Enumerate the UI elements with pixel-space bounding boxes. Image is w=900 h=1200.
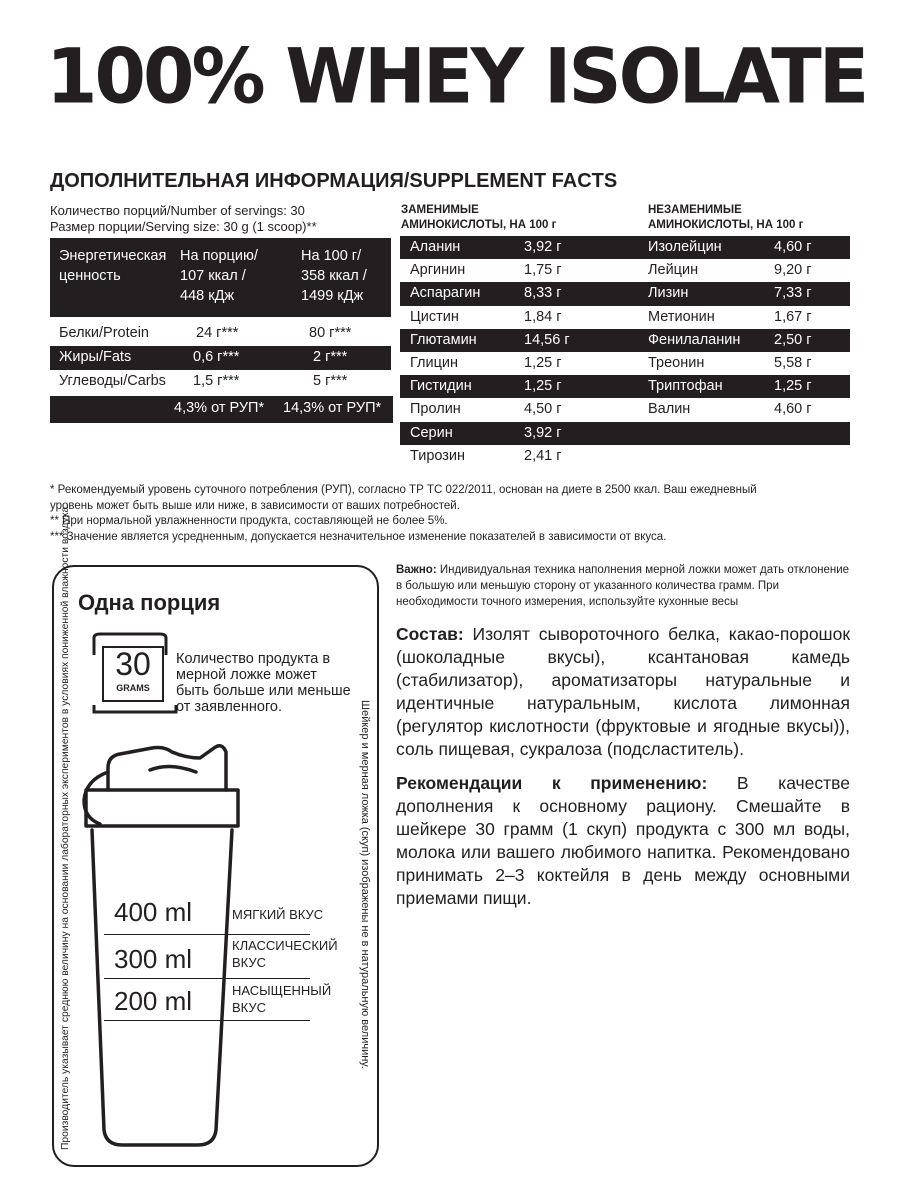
- amino-value: 4,60 г: [774, 401, 812, 418]
- amino-value: 8,33 г: [524, 285, 562, 302]
- per-100-head-3: 1499 кДж: [301, 288, 364, 304]
- heading-line: ЗАМЕНИМЫЕ: [401, 204, 479, 216]
- amino-name: Аланин: [410, 239, 461, 255]
- amino-value: 2,41 г: [524, 447, 562, 464]
- per-100-head-2: 358 ккал /: [301, 268, 367, 284]
- row-name: Жиры/Fats: [59, 349, 132, 365]
- amino-name: Метионин: [648, 308, 715, 325]
- row-name: Углеводы/Carbs: [59, 373, 166, 389]
- serving-size: Размер порции/Serving size: 30 g (1 scoop)**: [50, 219, 317, 234]
- product-title: 100% WHEY ISOLATE: [46, 33, 867, 121]
- footnote-rup: * Рекомендуемый уровень суточного потребления (РУП), согласно ТР ТС 022/2011, основан на диете в 2500 ккал. Ваш ежедневный: [50, 484, 757, 496]
- row-per-serving: 24 г***: [196, 325, 239, 341]
- per-100-head-1: На 100 г/: [301, 248, 362, 264]
- scoop-grams-unit: GRAMS: [116, 683, 150, 693]
- per-serving-head-2: 107 ккал /: [180, 268, 246, 284]
- important-note: [396, 562, 850, 610]
- amino-value: 1,25 г: [774, 378, 812, 395]
- level-line-400: [104, 934, 310, 935]
- serving-card-title: Одна порция: [78, 590, 221, 615]
- supplement-facts-heading: ДОПОЛНИТЕЛЬНАЯ ИНФОРМАЦИЯ/SUPPLEMENT FACTS: [50, 170, 618, 192]
- level-line-300: [104, 978, 310, 979]
- amino-name: Лизин: [648, 285, 689, 302]
- usage-text: В качестве дополнения к основному рациону. Смешайте в шейкере 30 грамм (1 скуп) продукта с 300 мл воды, молока или вашего любимого напитка. Рекомендовано принимать 2–3 коктейля в день между основными приемами пищи.: [396, 773, 850, 908]
- composition-label: Состав:: [396, 624, 464, 644]
- level-300-ml: 300 ml: [114, 944, 193, 974]
- amino-value: 1,75 г: [524, 262, 562, 279]
- amino-value: 3,92 г: [524, 239, 562, 255]
- amino-name: Изолейцин: [648, 239, 722, 255]
- amino-value: 1,84 г: [524, 308, 562, 325]
- amino-name: Лейцин: [648, 262, 699, 279]
- taste-mild: МЯГКИЙ ВКУС: [232, 907, 324, 922]
- level-line-200: [104, 1020, 310, 1021]
- level-400-ml: 400 ml: [114, 897, 193, 927]
- row-per-100: 2 г***: [313, 349, 348, 365]
- amino-name: Глицин: [410, 354, 459, 371]
- scoop-note: Количество продукта в мерной ложке может быть больше или меньше от заявленного.: [176, 651, 351, 715]
- per-serving-head-1: На порцию/: [180, 248, 258, 264]
- amino-name: Валин: [648, 401, 691, 418]
- footnote-humidity: ** При нормальной увлажненности продукта, составляющей не более 5%.: [50, 515, 448, 527]
- amino-name: Треонин: [648, 354, 705, 371]
- amino-value: 3,92 г: [524, 424, 562, 441]
- servings-count: Количество порций/Number of servings: 30: [50, 203, 305, 218]
- amino-value: 1,25 г: [524, 378, 562, 395]
- amino-name: Гистидин: [410, 378, 472, 395]
- amino-value: 14,56 г: [524, 331, 570, 348]
- vertical-note-right: Шейкер и мерная ложка (скуп) изображены не в натуральную величину.: [359, 700, 371, 1069]
- usage-section: [396, 772, 850, 910]
- footer-per-serving: 4,3% от РУП*: [174, 400, 265, 416]
- important-label: Важно:: [396, 564, 437, 576]
- composition-section: [396, 623, 850, 761]
- composition-text: Изолят сывороточного белка, какао-порошок (шоколадные вкусы), ксантановая камедь (стабилизатор), ароматизаторы натуральные и идентичные натуральным, кислота лимонная (регулятор кислотности (фруктовые и ягодные вкусы)), соль пищевая, сукралоза (подсластитель).: [396, 624, 850, 759]
- scoop-grams-number: 30: [115, 646, 151, 682]
- row-name: Белки/Protein: [59, 325, 149, 341]
- amino-value: 2,50 г: [774, 331, 812, 348]
- amino-value: 1,25 г: [524, 354, 562, 371]
- important-text: Индивидуальная техника наполнения мерной ложки может дать отклонение в большую или меньшую сторону от указанного количества грамм. При необходимости точного измерения, используйте кухонные весы: [396, 564, 850, 608]
- amino-name: Тирозин: [410, 447, 466, 464]
- amino-name: Аспарагин: [410, 285, 481, 302]
- amino-value: 4,50 г: [524, 401, 562, 418]
- row-per-serving: 1,5 г***: [193, 373, 240, 389]
- amino-value: 4,60 г: [774, 239, 812, 255]
- amino-name: Триптофан: [648, 378, 723, 395]
- amino-value: 5,58 г: [774, 354, 812, 371]
- amino-name: Пролин: [410, 401, 461, 418]
- footnote-rup-cont: уровень может быть выше или ниже, в зависимости от ваших потребностей.: [50, 499, 460, 512]
- amino-name: Серин: [410, 424, 453, 441]
- heading-line: НЕЗАМЕНИМЫЕ: [648, 204, 742, 216]
- row-per-100: 5 г***: [313, 373, 348, 389]
- amino-value: 7,33 г: [774, 285, 812, 302]
- level-200-ml: 200 ml: [114, 986, 193, 1016]
- usage-label: Рекомендации к применению:: [396, 773, 708, 793]
- taste-classic: КЛАССИЧЕСКИЙ ВКУС: [232, 938, 338, 970]
- footer-per-100: 14,3% от РУП*: [283, 400, 382, 416]
- amino-name: Аргинин: [410, 262, 466, 279]
- energy-label-line1: Энергетическая: [59, 248, 167, 264]
- vertical-note-left: Производитель указывает среднюю величину на основании лабораторных экспериментов в условиях пониженной влажности воздуха.: [60, 503, 71, 1150]
- heading-line: АМИНОКИСЛОТЫ, НА 100 г: [648, 219, 804, 231]
- amino-value: 9,20 г: [774, 262, 812, 279]
- amino-name: Цистин: [410, 308, 459, 325]
- amino-value: 1,67 г: [774, 308, 812, 325]
- footnote-average: *** Значение является усредненным, допускается незначительное изменение показателей в зависимости от вкуса.: [50, 530, 667, 543]
- heading-line: АМИНОКИСЛОТЫ, НА 100 г: [401, 219, 557, 231]
- taste-rich: НАСЫЩЕННЫЙ ВКУС: [232, 983, 332, 1015]
- row-per-serving: 0,6 г***: [193, 349, 240, 365]
- energy-label-line2: ценность: [59, 268, 121, 284]
- row-per-100: 80 г***: [309, 325, 352, 341]
- amino-name: Глютамин: [410, 331, 477, 348]
- amino-name: Фенилаланин: [648, 331, 741, 348]
- per-serving-head-3: 448 кДж: [180, 288, 235, 304]
